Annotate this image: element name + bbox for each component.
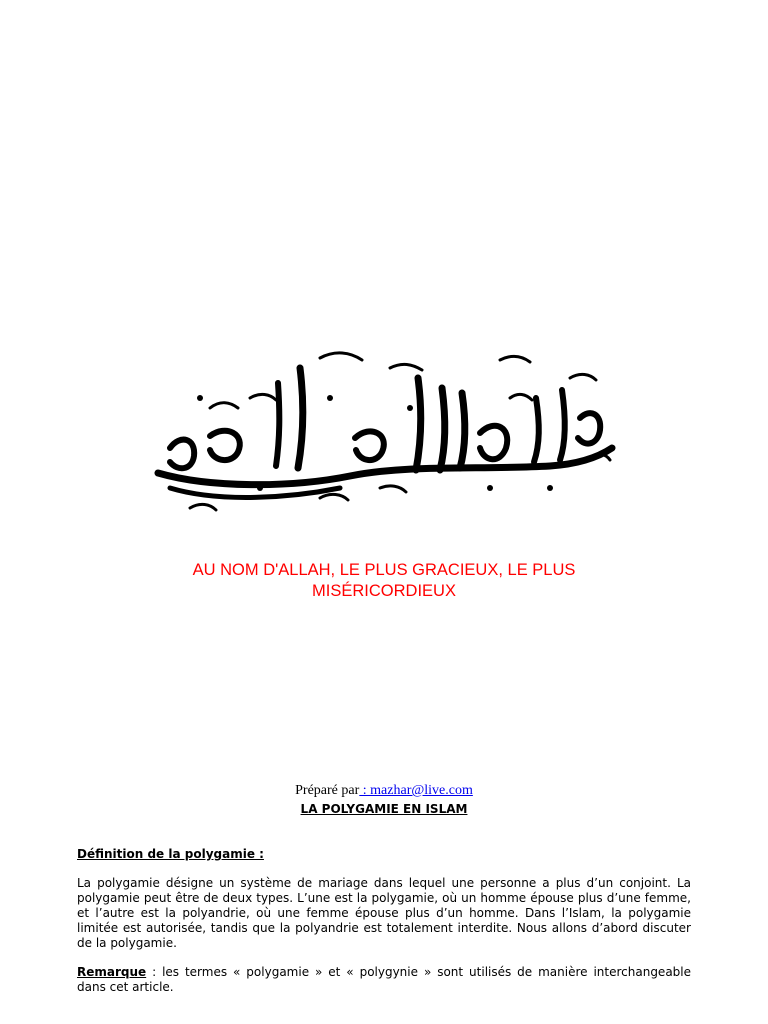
basmala-calligraphy-svg bbox=[150, 338, 620, 520]
page-title: AU NOM D'ALLAH, LE PLUS GRACIEUX, LE PLUS MISÉRICORDIEUX bbox=[192, 561, 576, 600]
author-email-link[interactable]: : mazhar@live.com bbox=[359, 783, 473, 798]
remark-paragraph bbox=[77, 965, 691, 995]
remark-label: Remarque bbox=[77, 965, 147, 979]
remark-text: : les termes « polygamie » et « polygynie » sont utilisés de manière interchangeable dans cet article. bbox=[77, 965, 691, 994]
article-title: LA POLYGAMIE EN ISLAM bbox=[300, 802, 468, 816]
prepared-by-label: Préparé par bbox=[295, 783, 360, 798]
definition-paragraph: La polygamie désigne un système de mariage dans lequel une personne a plus d’un conjoint. La polygamie peut être de deux types. L’une est la polygamie, où un homme épouse plus d’une femme, et l’autre est la polyandrie, où une femme épouse plus d’un homme. Dans l’Islam, la polygamie limitée est autorisée, tandis que la polyandrie est totalement interdite. Nous allons d’abord discuter de la polygamie. bbox=[77, 876, 691, 950]
prepared-by-line bbox=[0, 782, 768, 800]
basmala-calligraphy bbox=[150, 338, 620, 520]
definition-heading: Définition de la polygamie : bbox=[77, 847, 264, 861]
